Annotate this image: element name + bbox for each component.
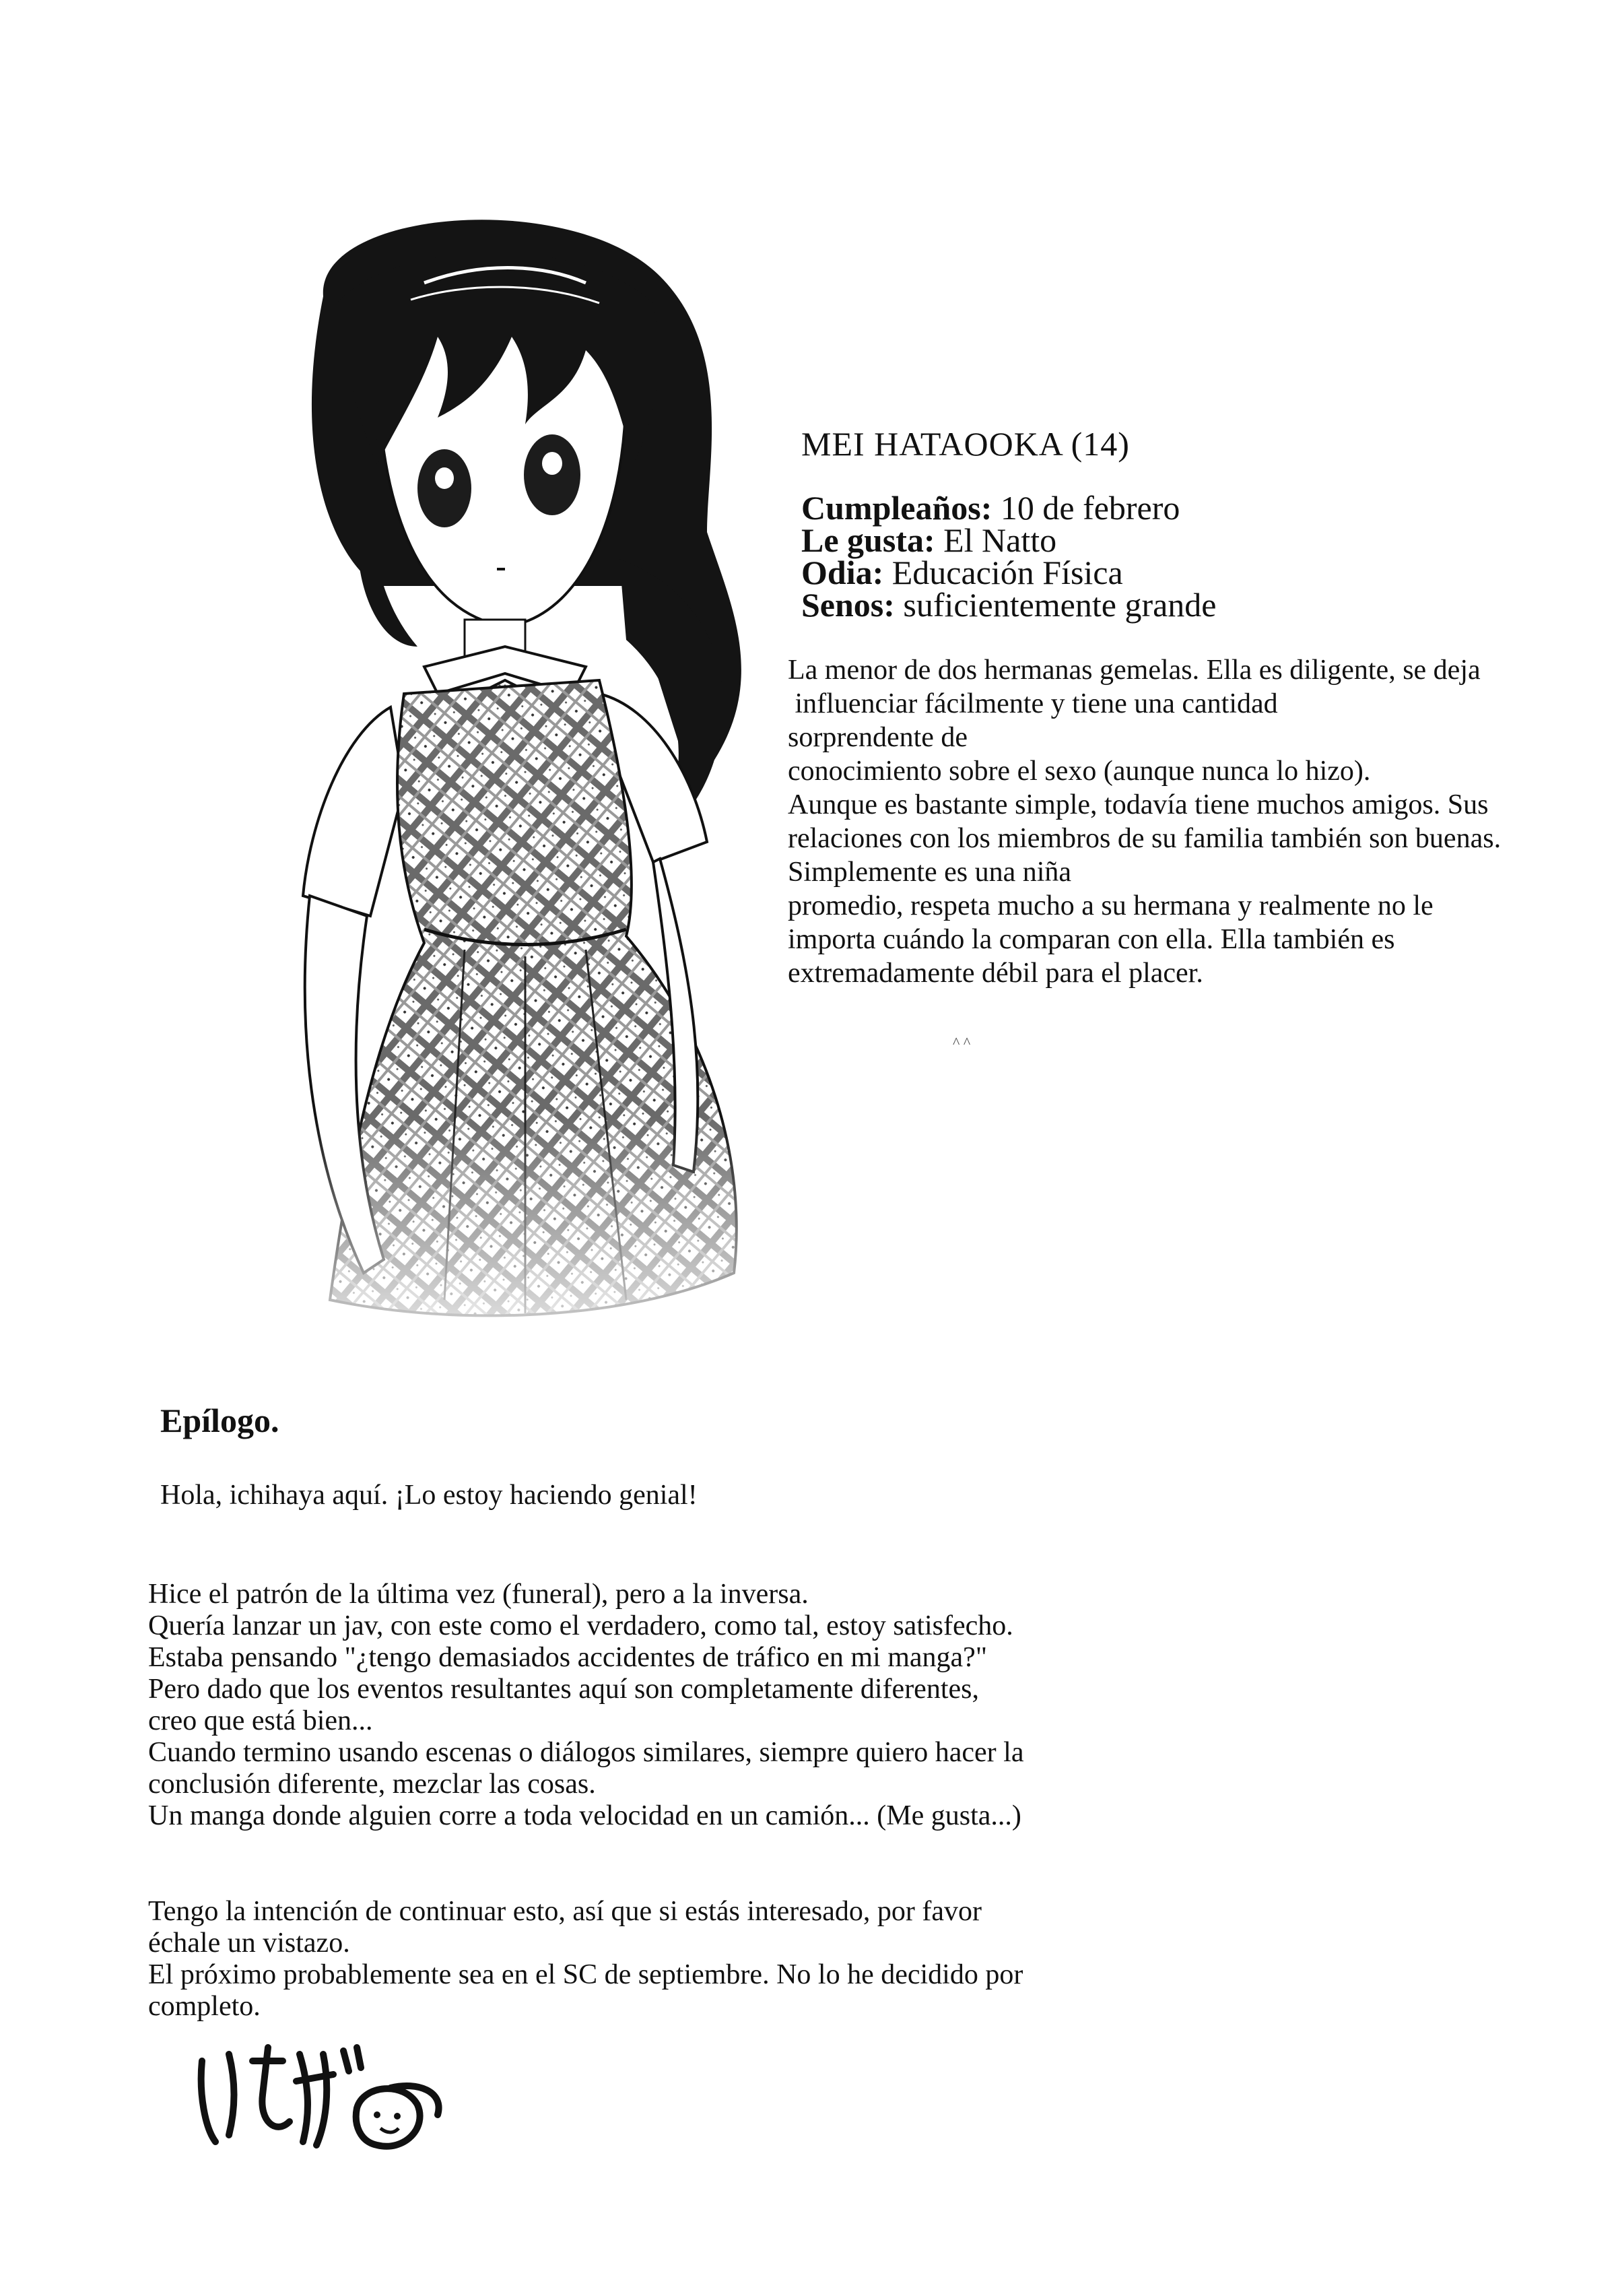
epilogue-line: creo que está bien... <box>148 1705 373 1736</box>
description-line: extremadamente débil para el placer. <box>788 958 1203 989</box>
stat-dislikes: Odia: Educación Física <box>801 554 1123 591</box>
epilogue-line: Quería lanzar un jav, con este como el verdadero, como tal, estoy satisfecho. <box>148 1610 1013 1641</box>
epilogue-line: Cuando termino usando escenas o diálogos similares, siempre quiero hacer la <box>148 1737 1024 1768</box>
description-line: importa cuándo la comparan con ella. Ella también es <box>788 924 1395 955</box>
profile-name: MEI HATAOOKA (14) <box>801 425 1130 463</box>
description-line: influenciar fácilmente y tiene una cantidad <box>788 688 1278 719</box>
signature-icon <box>189 2034 458 2162</box>
description-line: Simplemente es una niña <box>788 857 1072 888</box>
profile-stats <box>801 489 1596 624</box>
character-illustration <box>222 182 801 1381</box>
description-line: Aunque es bastante simple, todavía tiene muchos amigos. Sus <box>788 789 1489 820</box>
epilogue-line: Estaba pensando "¿tengo demasiados accidentes de tráfico en mi manga?" <box>148 1642 987 1673</box>
epilogue-body <box>148 1579 1495 1832</box>
description-line: conocimiento sobre el sexo (aunque nunca lo hizo). <box>788 756 1371 787</box>
closing-line: completo. <box>148 1991 261 2022</box>
epilogue-title: Epílogo. <box>160 1402 279 1439</box>
description-line: relaciones con los miembros de su familia también son buenas. <box>788 823 1502 854</box>
epilogue-line: Hice el patrón de la última vez (funeral), pero a la inversa. <box>148 1579 809 1610</box>
epilogue-line: Pero dado que los eventos resultantes aquí son completamente diferentes, <box>148 1674 979 1705</box>
stat-breasts: Senos: suficientemente grande <box>801 586 1217 624</box>
epilogue-closing <box>148 1896 1495 2023</box>
epilogue-section <box>148 1401 1495 2023</box>
description-line: sorprendente de <box>788 722 968 753</box>
stray-mark: ^ ^ <box>953 1034 971 1051</box>
stat-birthday: Cumpleaños: 10 de febrero <box>801 489 1180 527</box>
closing-line: échale un vistazo. <box>148 1928 350 1959</box>
epilogue-line: Un manga donde alguien corre a toda velocidad en un camión... (Me gusta...) <box>148 1800 1021 1831</box>
closing-line: Tengo la intención de continuar esto, así que si estás interesado, por favor <box>148 1896 982 1927</box>
profile-description <box>788 653 1596 990</box>
closing-line: El próximo probablemente sea en el SC de septiembre. No lo he decidido por <box>148 1959 1023 1990</box>
description-line: promedio, respeta mucho a su hermana y realmente no le <box>788 890 1434 921</box>
epilogue-line: conclusión diferente, mezclar las cosas. <box>148 1769 596 1800</box>
stat-likes: Le gusta: El Natto <box>801 521 1057 559</box>
description-line: La menor de dos hermanas gemelas. Ella es diligente, se deja <box>788 655 1481 686</box>
character-profile <box>788 424 1596 990</box>
epilogue-greeting: Hola, ichihaya aquí. ¡Lo estoy haciendo genial! <box>160 1480 698 1511</box>
